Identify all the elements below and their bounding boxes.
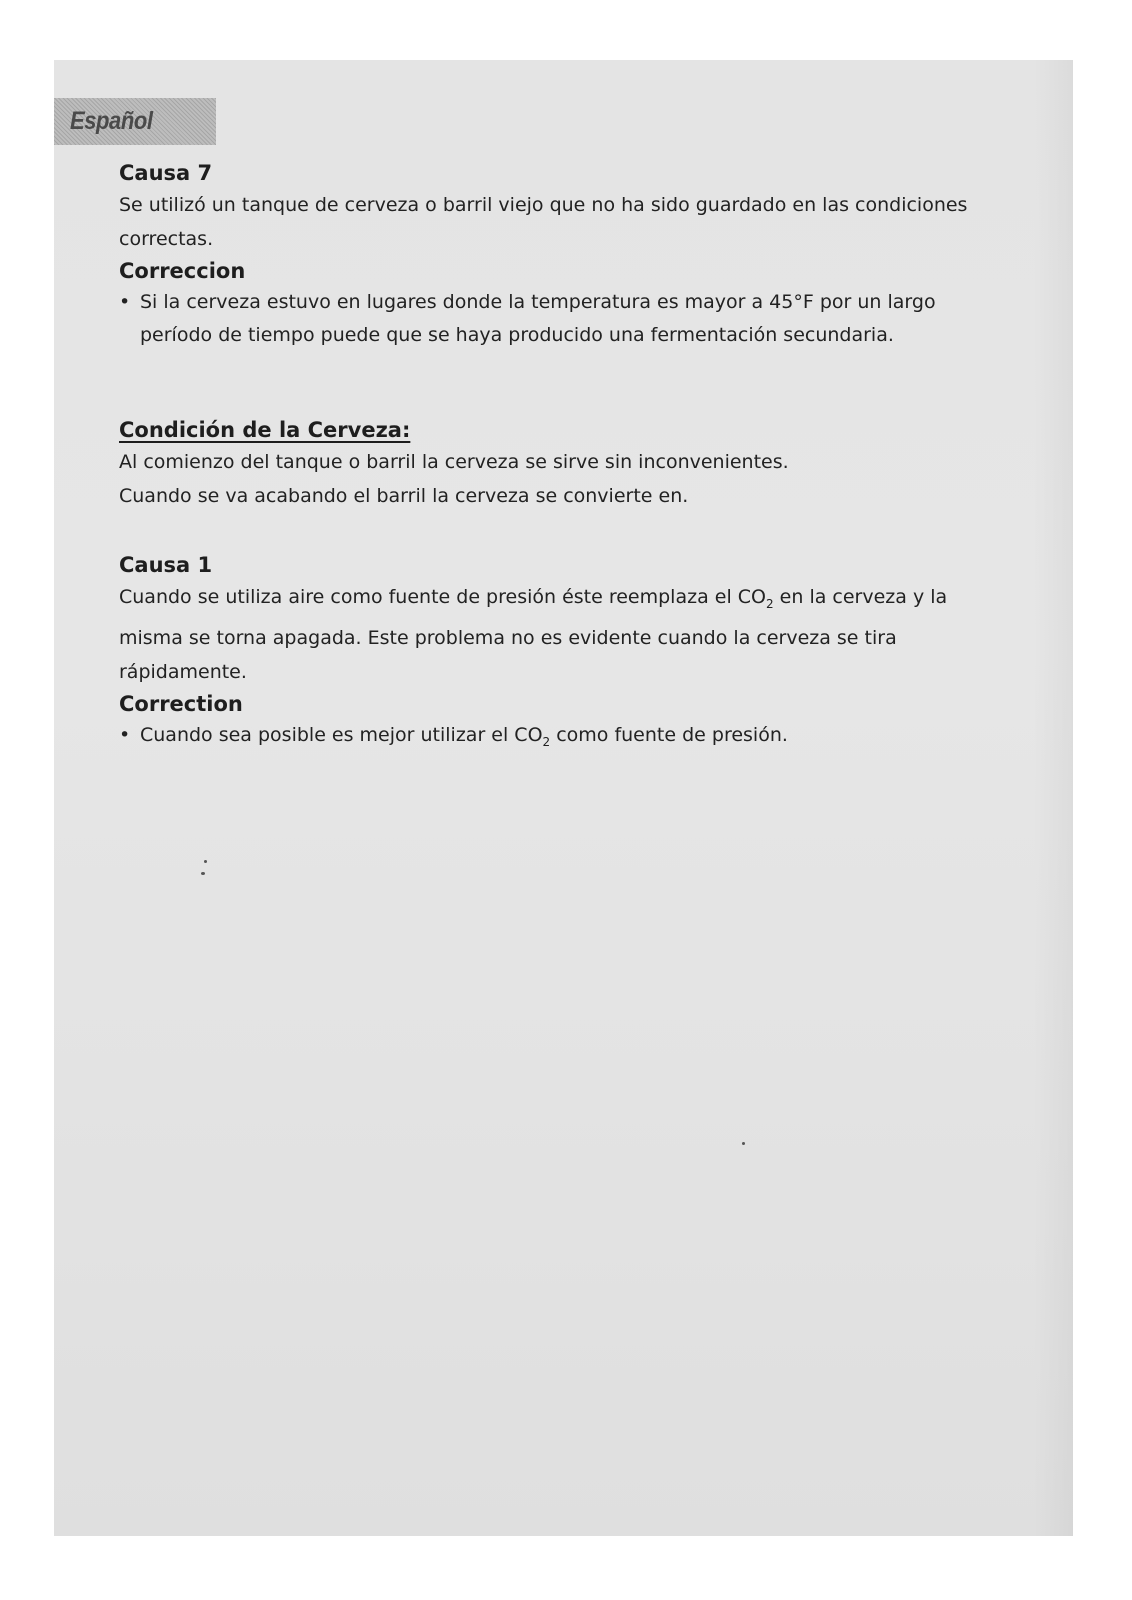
bullet-marker: •: [119, 291, 131, 313]
co2-subscript: 2: [766, 596, 774, 611]
condicion-heading: Condición de la Cerveza:: [119, 418, 411, 442]
causa-1-text-part-1: Cuando se utiliza aire como fuente de presión éste reemplaza el CO: [119, 586, 766, 608]
causa-1-text-part-2: en la cerveza y la misma se torna apagada. Este problema no es evidente cuando la cerveza se tira rápidamente.: [119, 586, 948, 683]
section-causa-1: [119, 550, 999, 759]
scan-speck: [204, 860, 207, 863]
causa-7-correction-text: Si la cerveza estuvo en lugares donde la temperatura es mayor a 45°F por un largo período de tiempo puede que se haya producido una fermentación secundaria.: [140, 291, 936, 346]
causa-7-correction-item: [119, 286, 999, 352]
page-shadow: [1033, 60, 1073, 1536]
scanned-page: [54, 60, 1073, 1536]
causa-1-correction-text-part-1: Cuando sea posible es mejor utilizar el CO: [140, 723, 543, 746]
condicion-line-2: Cuando se va acabando el barril la cerveza se convierte en.: [119, 485, 689, 507]
causa-1-heading: Causa 1: [119, 553, 213, 577]
causa-1-correction-item: [119, 719, 999, 759]
section-causa-7: [119, 158, 999, 352]
co2-subscript: 2: [542, 734, 551, 749]
document-body: [119, 158, 999, 759]
language-tab: [54, 98, 216, 145]
section-condicion: [119, 415, 999, 513]
language-tab-label: Español: [70, 107, 153, 135]
causa-7-correction-heading: Correccion: [119, 259, 246, 283]
causa-1-correction-text-part-2: como fuente de presión.: [550, 723, 788, 746]
bullet-marker: •: [119, 723, 131, 746]
scan-speck: [201, 872, 205, 875]
causa-1-text: [119, 580, 999, 689]
causa-7-heading: Causa 7: [119, 161, 213, 185]
causa-7-text: Se utilizó un tanque de cerveza o barril viejo que no ha sido guardado en las condiciones correctas.: [119, 194, 968, 250]
condicion-line-1: Al comienzo del tanque o barril la cerveza se sirve sin inconvenientes.: [119, 451, 789, 473]
causa-1-correction-heading: Correction: [119, 691, 243, 716]
scan-speck: [742, 1142, 745, 1145]
